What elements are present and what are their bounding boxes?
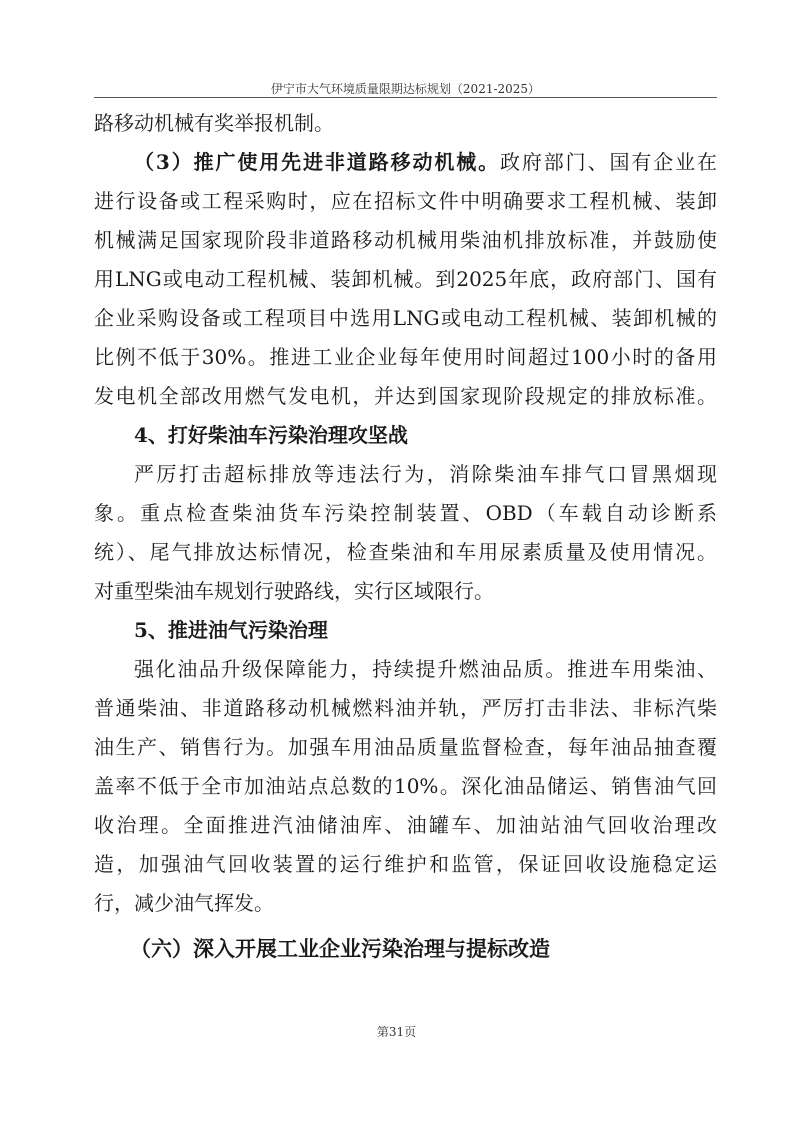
paragraph-line: 路移动机械有奖举报机制。 (94, 111, 334, 135)
paragraph-line: 统）、尾气排放达标情况，检查柴油和车用尿素质量及使用情况。 (94, 540, 717, 564)
page-body (94, 104, 717, 968)
header-divider (94, 97, 717, 98)
paragraph-line: 比例不低于30%。推进工业企业每年使用时间超过100小时的备用 (94, 345, 717, 369)
paragraph-line: 进行设备或工程采购时，应在招标文件中明确要求工程机械、装卸 (94, 189, 717, 213)
paragraph-line: 收治理。全面推进汽油储油库、油罐车、加油站油气回收治理改 (94, 813, 717, 837)
paragraph-line: 对重型柴油车规划行驶路线，实行区域限行。 (94, 579, 494, 603)
section-heading-5: 5、推进油气污染治理 (134, 618, 328, 642)
running-header: 伊宁市大气环境质量限期达标规划（2021-2025） (270, 82, 541, 96)
section-heading-4: 4、打好柴油车污染治理攻坚战 (134, 423, 408, 447)
paragraph-line: 用LNG或电动工程机械、装卸机械。到2025年底，政府部门、国有 (94, 267, 717, 291)
paragraph-line: 造，加强油气回收装置的运行维护和监管，保证回收设施稳定运 (94, 852, 717, 876)
paragraph-line: 行，减少油气挥发。 (94, 891, 274, 915)
paragraph-line: 盖率不低于全市加油站点总数的10%。深化油品储运、销售油气回 (94, 774, 717, 798)
paragraph-line: 普通柴油、非道路移动机械燃料油并轨，严厉打击非法、非标汽柴 (94, 696, 717, 720)
paragraph-line: 油生产、销售行为。加强车用油品质量监督检查，每年油品抽查覆 (94, 735, 717, 759)
paragraph-line: 发电机全部改用燃气发电机，并达到国家现阶段规定的排放标准。 (94, 384, 717, 408)
paragraph-line: 强化油品升级保障能力，持续提升燃油品质。推进车用柴油、 (134, 657, 717, 681)
page-number: 第31页 (376, 1025, 417, 1039)
subsection-title: （3）推广使用先进非道路移动机械。 (134, 150, 501, 174)
paragraph-line: 象。重点检查柴油货车污染控制装置、OBD（车载自动诊断系 (94, 501, 717, 525)
paragraph-text: 政府部门、国有企业在 (500, 150, 717, 174)
paragraph-line: 企业采购设备或工程项目中选用LNG或电动工程机械、装卸机械的 (94, 306, 717, 330)
paragraph-line: 严厉打击超标排放等违法行为，消除柴油车排气口冒黑烟现 (134, 462, 717, 486)
paragraph-line: 机械满足国家现阶段非道路移动机械用柴油机排放标准，并鼓励使 (94, 228, 717, 252)
paragraph-lead-line (94, 143, 717, 182)
chapter-heading-6: （六）深入开展工业企业污染治理与提标改造 (130, 936, 550, 961)
